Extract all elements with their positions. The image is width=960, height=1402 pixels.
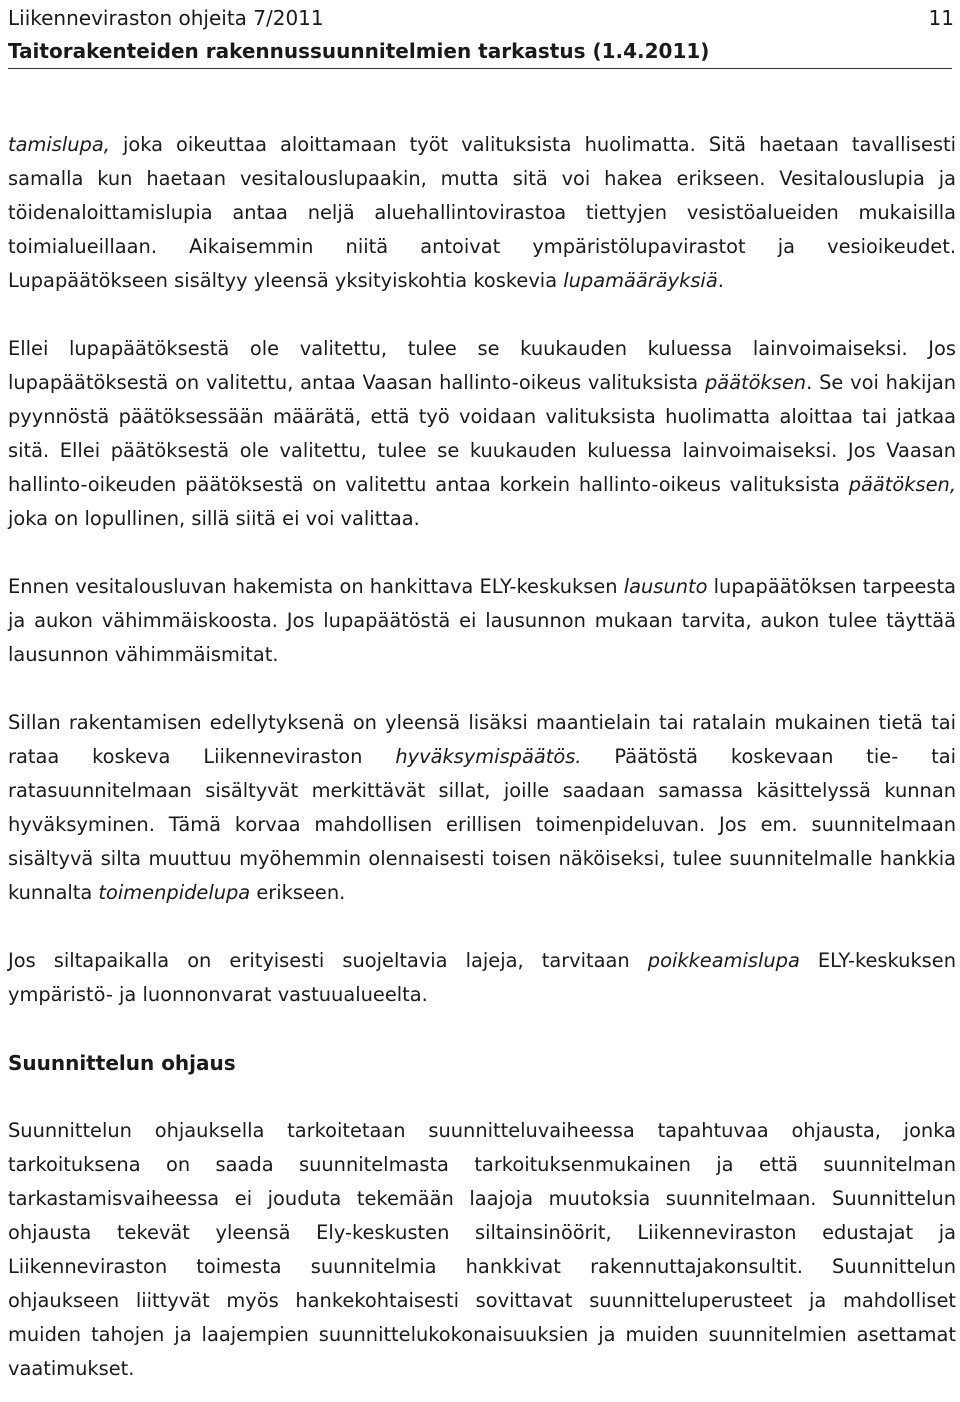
text-run: joka oikeuttaa aloittamaan työt valituksista huolimatta. Sitä haetaan tavallisesti samalla kun haetaan vesitalouslupaakin, mutta sitä voi hakea erikseen. Vesitalouslupia ja töidenaloittamislupia antaa neljä aluehallintovirastoa tiettyjen vesistöalueiden mukaisilla toimialueillaan. Aikaisemmin niitä antoivat ympäristölupavirastot ja vesioikeudet. Lupapäätökseen sisältyy yleensä yksityiskohtia koskevia bbox=[8, 133, 956, 292]
document-title: Taitorakenteiden rakennussuunnitelmien tarkastus (1.4.2011) bbox=[8, 39, 710, 63]
publication-title: Liikenneviraston ohjeita 7/2011 bbox=[8, 6, 324, 30]
text-run: lupapäätöksen tarpeesta ja aukon vähimmäiskoosta. Jos lupapäätöstä ei lausunnon mukaan tarvita, aukon tulee täyttää lausunnon vähimmäismitat. bbox=[8, 575, 957, 666]
paragraph-permit bbox=[8, 128, 956, 298]
text-run: Jos siltapaikalla on erityisesti suojeltavia lajeja, tarvitaan bbox=[8, 949, 648, 972]
section-heading: Suunnittelun ohjaus bbox=[8, 1051, 236, 1075]
italic-term: poikkeamislupa bbox=[647, 949, 800, 972]
page-header bbox=[8, 2, 952, 68]
paragraph-appeal bbox=[8, 332, 956, 536]
italic-term: lausunto bbox=[623, 575, 708, 598]
text-run: . bbox=[717, 269, 724, 292]
text-run: . Se voi hakijan pyynnöstä päätöksessään määrätä, että työ voidaan valituksista huolimatta aloittaa tai jatkaa sitä. Ellei päätöksestä ole valitettu, tulee se kuukauden kuluessa lainvoimaiseksi. Jos Vaasan hallinto-oikeuden päätöksestä on valitettu antaa korkein hallinto-oikeus valituksista bbox=[8, 371, 957, 496]
italic-term: lupamääräyksiä bbox=[563, 269, 718, 292]
italic-term: tamislupa, bbox=[8, 133, 110, 156]
italic-term: hyväksymispäätös. bbox=[395, 745, 582, 768]
italic-term: päätöksen, bbox=[848, 473, 956, 496]
document-body bbox=[8, 128, 956, 1386]
text-run: ELY-keskuksen ympäristö- ja luonnonvarat vastuualueelta. bbox=[8, 949, 956, 1006]
paragraph-protected-species bbox=[8, 944, 956, 1012]
paragraph-design-guidance: Suunnittelun ohjauksella tarkoitetaan suunnitteluvaiheessa tapahtuvaa ohjausta, jonka tarkoituksena on saada suunnitelmasta tarkoituksenmukainen ja että suunnitelman tarkastamisvaiheessa ei jouduta tekemään laajoja muutoksia suunnitelmaan. Suunnittelun ohjausta tekevät yleensä Ely-keskusten siltainsinöörit, Liikenneviraston edustajat ja Liikenneviraston toimesta suunnitelmia hankkivat rakennuttajakonsultit. Suunnittelun ohjaukseen liittyvät myös hankekohtaisesti sovittavat suunnitteluperusteet ja mahdolliset muiden tahojen ja laajempien suunnittelukokonaisuuksien ja muiden suunnitelmien asettamat vaatimukset. bbox=[8, 1119, 956, 1380]
page-number: 11 bbox=[928, 6, 954, 30]
text-run: Ellei lupapäätöksestä ole valitettu, tulee se kuukauden kuluessa lainvoimaiseksi. Jos lupapäätöksestä on valitettu, antaa Vaasan hallinto-oikeus valituksista bbox=[8, 337, 956, 394]
text-run: joka on lopullinen, sillä siitä ei voi valittaa. bbox=[8, 507, 420, 530]
italic-term: päätöksen bbox=[705, 371, 807, 394]
paragraph-bridge-approval bbox=[8, 706, 956, 910]
italic-term: toimenpidelupa bbox=[98, 881, 251, 904]
text-run: Sillan rakentamisen edellytyksenä on yleensä lisäksi maantielain tai ratalain mukainen tietä tai rataa koskeva Liikenneviraston bbox=[8, 711, 956, 768]
header-divider bbox=[8, 68, 952, 69]
text-run: Päätöstä koskevaan tie- tai ratasuunnitelmaan sisältyvät merkittävät sillat, joille saadaan samassa käsittelyssä kunnan hyväksyminen. Tämä korvaa mahdollisen erillisen toimenpideluvan. Jos em. suunnitelmaan sisältyvä silta muuttuu myöhemmin olennaisesti toisen näköiseksi, tulee suunnitelmalle hankkia kunnalta bbox=[8, 745, 956, 904]
text-run: erikseen. bbox=[250, 881, 346, 904]
text-run: Ennen vesitalousluvan hakemista on hankittava ELY-keskuksen bbox=[8, 575, 624, 598]
paragraph-ely-statement bbox=[8, 570, 956, 672]
